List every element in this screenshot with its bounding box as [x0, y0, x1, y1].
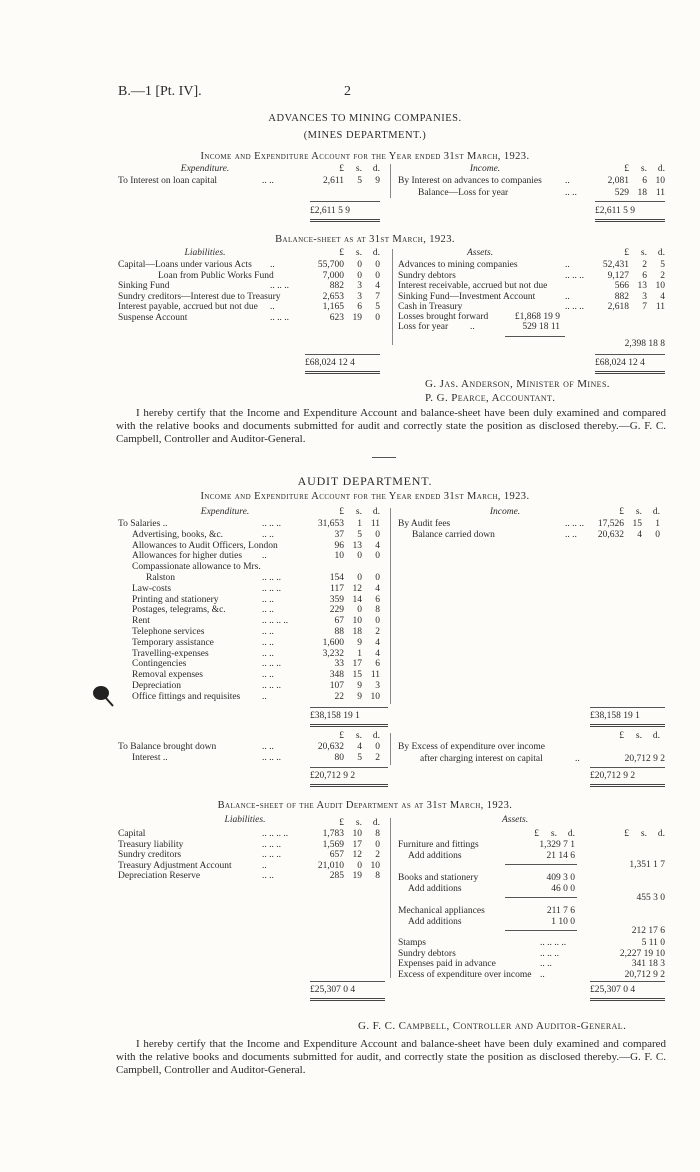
audit-exp-row-dots: .. .. ..	[262, 573, 281, 583]
audit-exp-row-dots: .. ..	[262, 627, 274, 637]
mining-liab-row-dots: .. .. ..	[270, 312, 289, 323]
audit-exp-row-shillings: 0	[357, 573, 362, 583]
audit-exp2-row-pence: 2	[375, 753, 380, 763]
mining-liab-row-label: Loan from Public Works Fund	[158, 270, 274, 281]
audit-asset-row-value: 5 11 0	[641, 938, 665, 948]
document-reference: B.—1 [Pt. IV].	[118, 84, 202, 99]
audit-liab-row-pounds: 285	[329, 871, 344, 881]
mining-liab-row-label: Sinking Fund	[118, 281, 170, 291]
audit-exp-row-label: Postages, telegrams, &c.	[132, 605, 226, 616]
audit-asset-group-add-label: Add additions	[408, 917, 462, 927]
audit-exp-row-label: Removal expenses	[132, 670, 203, 681]
audit-exp-row-shillings: 9	[357, 681, 362, 691]
audit-exp-row-shillings: 18	[352, 627, 362, 637]
audit-exp-total: £38,158 19 1	[310, 711, 360, 721]
mining-loss-year-dots: ..	[470, 322, 475, 332]
mining-asset-row-shillings: 3	[642, 291, 647, 302]
audit-liab-head: Liabilities.	[224, 815, 266, 825]
audit-asset-row-dots: .. ..	[540, 959, 552, 969]
audit-liab-row-pounds: 21,010	[317, 860, 344, 871]
audit-excess-value: 20,712 9 2	[624, 754, 665, 764]
mining-exp-pounds-head: £	[339, 164, 344, 174]
mining-losses-label: Losses brought forward	[398, 312, 489, 322]
mining-exp-row-shillings: 5	[357, 176, 362, 186]
audit-exp-row-pence: 4	[375, 648, 380, 659]
audit-inc-row-dots: .. .. ..	[565, 519, 584, 529]
mining-exp-row-pence: 9	[375, 176, 380, 186]
mining-asset-row-shillings: 2	[642, 260, 647, 270]
audit-asset-group-total: 1,351 1 7	[629, 860, 665, 870]
audit-liab-pounds-head: £	[339, 818, 344, 828]
mining-asset-row-label: Interest receivable, accrued but not due	[398, 281, 548, 291]
audit-exp-row-dots: ..	[262, 691, 267, 702]
mining-liab-row-label: Interest payable, accrued but not due	[118, 302, 258, 312]
mining-liab-row-shillings: 6	[357, 302, 362, 312]
audit-exp-row-shillings: 15	[352, 670, 362, 681]
audit-exp-row-pence: 6	[375, 659, 380, 670]
mining-liab-row-dots: ..	[270, 260, 275, 270]
audit-inc-row-pounds: 20,632	[597, 529, 624, 540]
audit-asset-row-value: 2,227 19 10	[619, 948, 665, 959]
mining-signature-minister: G. Jas. Anderson, Minister of Mines.	[425, 378, 610, 390]
audit-liab-row-label: Treasury Adjustment Account	[118, 860, 232, 871]
audit-inc2-total: £20,712 9 2	[590, 771, 636, 781]
audit-exp-row-label: Allowances to Audit Officers, London	[132, 540, 278, 551]
mining-asset-row-label: Sinking Fund—Investment Account	[398, 291, 536, 302]
audit-liab-row-label: Capital	[118, 829, 146, 839]
audit-exp-row-pence: 2	[375, 627, 380, 637]
audit-exp-row-shillings: 13	[352, 540, 362, 551]
mining-bs-title: Balance-sheet as at 31st March, 1923.	[275, 234, 455, 245]
audit-asset-row-label: Expenses paid in advance	[398, 959, 496, 969]
audit-exp-row-dots: .. ..	[262, 594, 274, 605]
audit-inc-row-shillings: 4	[637, 529, 642, 540]
mining-liab-row-dots: ..	[270, 302, 275, 312]
audit-asset-group-value: 409 3 0	[546, 873, 575, 883]
audit-exp-row-shillings: 17	[352, 659, 362, 670]
audit-asset-group-add-value: 46 0 0	[551, 884, 575, 894]
mining-loss-year-value: 529 18 11	[522, 322, 560, 332]
audit-exp-row-pence: 3	[375, 681, 380, 691]
audit-exp2-pence-head: d.	[372, 731, 380, 741]
mining-subtitle: (MINES DEPARTMENT.)	[303, 130, 427, 141]
mining-asset-row-pence: 2	[660, 270, 665, 281]
audit-inc-pounds-head: £	[619, 507, 624, 517]
audit-liab-row-shillings: 0	[357, 860, 362, 871]
mining-asset-pounds-head: £	[624, 248, 629, 258]
mining-asset-row-label: Cash in Treasury	[398, 302, 463, 312]
audit-exp2-row-dots: .. .. ..	[262, 753, 281, 763]
mining-inc-pounds-head: £	[624, 164, 629, 174]
audit-exp-row-shillings: 9	[357, 691, 362, 702]
audit-asset-group-label: Furniture and fittings	[398, 840, 479, 850]
mining-liab-row-label: Capital—Loans under various Acts	[118, 260, 252, 270]
audit-inc-pence-head: d.	[652, 507, 660, 517]
audit-exp-row-dots: .. ..	[262, 637, 274, 648]
mining-liab-row-pence: 0	[375, 270, 380, 281]
mining-liab-row-dots: .. .. ..	[270, 281, 289, 291]
audit-exp2-pounds-head: £	[339, 731, 344, 741]
mining-asset-row-dots: .. .. ..	[565, 270, 584, 281]
mining-signature-accountant: P. G. Pearce, Accountant.	[425, 392, 556, 404]
mining-asset-row-pence: 11	[655, 302, 665, 312]
audit-exp-row-dots: .. .. ..	[262, 583, 281, 594]
mining-liab-row-pence: 7	[375, 291, 380, 302]
audit-exp-row-shillings: 0	[357, 605, 362, 616]
audit-liab-row-dots: .. ..	[262, 871, 274, 881]
audit-liab-row-dots: .. .. ..	[262, 839, 281, 850]
audit-liab-row-pence: 2	[375, 850, 380, 860]
mining-loss-total: 2,398 18 8	[624, 339, 665, 349]
audit-exp2-row-label: Interest ..	[132, 753, 168, 763]
mining-liab-row-shillings: 3	[357, 291, 362, 302]
pointing-hand-mark	[90, 683, 116, 709]
audit-exp2-row-shillings: 5	[357, 753, 362, 763]
audit-asset-row-label: Excess of expenditure over income	[398, 969, 532, 980]
mining-inc-row-label: By Interest on advances to companies	[398, 176, 542, 186]
mining-asset-row-label: Sundry debtors	[398, 270, 456, 281]
audit-asset-group-total: 212 17 6	[631, 926, 665, 936]
audit-asset-group-value: 1,329 7 1	[539, 840, 575, 850]
audit-asset-group-label: Mechanical appliances	[398, 906, 485, 916]
audit-exp-row-pence: 0	[375, 573, 380, 583]
audit-exp-row-pence: 0	[375, 529, 380, 540]
audit-inc-row-dots: .. ..	[565, 529, 577, 540]
mining-losses-value: £1,868 19 9	[514, 312, 560, 322]
audit-exp-row-shillings: 1	[357, 519, 362, 529]
mining-liab-row-pounds: 1,165	[322, 302, 344, 312]
audit-asset-group-label: Books and stationery	[398, 873, 479, 883]
mining-inc-row-dots: ..	[565, 176, 570, 186]
mining-liab-row-shillings: 0	[357, 260, 362, 270]
audit-exp-row-pounds: 96	[334, 540, 344, 551]
audit-exp-row-shillings: 14	[352, 594, 362, 605]
mining-asset-row-pounds: 2,618	[607, 302, 629, 312]
mining-asset-row-label: Advances to mining companies	[398, 260, 518, 270]
audit-exp2-row-pounds: 80	[334, 753, 344, 763]
mining-inc-row-pence: 10	[655, 176, 665, 186]
mining-liab-total: £68,024 12 4	[305, 358, 355, 368]
mining-inc-row-pounds: 2,081	[607, 176, 629, 186]
page-number: 2	[344, 84, 351, 99]
audit-exp-row-pounds: 1,600	[322, 637, 344, 648]
audit-inc-row-label: Balance carried down	[412, 529, 495, 540]
audit-exp-row-dots: .. ..	[262, 648, 274, 659]
mining-liab-row-pence: 5	[375, 302, 380, 312]
audit-exp-head: Expenditure.	[200, 507, 250, 517]
audit-exp-row-pounds: 117	[330, 583, 344, 594]
audit-excess-line1: By Excess of expenditure over income	[398, 742, 545, 752]
mining-liab-row-label: Sundry creditors—Interest due to Treasury	[118, 291, 281, 302]
audit-asset-row-dots: .. .. ..	[540, 948, 559, 959]
mining-asset-row-pounds: 52,431	[602, 260, 629, 270]
audit-exp-row-pounds: 154	[329, 573, 344, 583]
mining-asset-row-shillings: 7	[642, 302, 647, 312]
audit-liab-row-shillings: 19	[352, 871, 362, 881]
mining-liab-head: Liabilities.	[184, 248, 226, 258]
mining-title: ADVANCES TO MINING COMPANIES.	[268, 113, 462, 124]
audit-inc-row-pence: 1	[655, 519, 660, 529]
mining-assets-head: Assets.	[466, 248, 494, 258]
audit-liab-total: £25,307 0 4	[310, 985, 356, 995]
audit-exp-row-label: Office fittings and requisites	[132, 691, 241, 702]
audit-exp-row-pounds: 33	[334, 659, 344, 670]
audit-exp-row-pence: 10	[370, 691, 380, 702]
mining-liab-pounds-head: £	[339, 248, 344, 258]
audit-signature: G. F. C. Campbell, Controller and Auditor-General.	[358, 1020, 627, 1032]
audit-asset-group-total: 455 3 0	[636, 893, 665, 903]
mining-exp-total: £2,611 5 9	[310, 206, 351, 216]
audit-exp-row-pence: 4	[375, 583, 380, 594]
audit-asset-row-label: Stamps	[398, 938, 426, 948]
audit-liab-row-dots: ..	[262, 860, 267, 871]
mining-inc-row-pounds: 529	[614, 188, 629, 198]
audit-asset-inner-pence-head: d.	[567, 829, 575, 839]
mining-inc-row-dots: .. ..	[565, 188, 577, 198]
audit-liab-row-dots: .. .. ..	[262, 850, 281, 860]
audit-exp-row-shillings: 0	[357, 551, 362, 562]
audit-exp-row-pounds: 348	[329, 670, 344, 681]
mining-inc-row-pence: 11	[655, 188, 665, 198]
audit-inc-shillings-head: s.	[635, 507, 642, 517]
audit-exp-row-label: Advertising, books, &c.	[132, 529, 224, 540]
mining-asset-shillings-head: s.	[640, 248, 647, 258]
audit-asset-inner-shillings-head: s.	[550, 829, 557, 839]
audit-asset-row-value: 20,712 9 2	[624, 969, 665, 980]
audit-certificate: I hereby certify that the Income and Expenditure Account and balance-sheet have been duly examined and compared with the relative books and documents submitted for audit, and correctly state the position as disclosed thereby.—G. F. C. Campbell, Controller and Auditor-General.	[116, 1038, 666, 1076]
audit-exp-row-pence: 4	[375, 540, 380, 551]
mining-liab-row-pence: 0	[375, 260, 380, 270]
audit-exp-row-pence: 0	[375, 551, 380, 562]
audit-asset-group-add-label: Add additions	[408, 884, 462, 894]
audit-exp2-total: £20,712 9 2	[310, 771, 356, 781]
audit-exp2-row-pounds: 20,632	[317, 742, 344, 752]
audit-exp-row-shillings: 10	[352, 616, 362, 627]
audit-excess-dots: ..	[575, 754, 580, 764]
audit-asset-row-label: Sundry debtors	[398, 948, 456, 959]
audit-exp-row-label: Allowances for higher duties	[132, 551, 243, 562]
audit-exp-row-pence: 4	[375, 637, 380, 648]
audit-liab-row-pounds: 1,569	[322, 839, 344, 850]
audit-ie-title: Income and Expenditure Account for the Year ended 31st March, 1923.	[200, 491, 530, 502]
mining-liab-row-pence: 0	[375, 312, 380, 323]
audit-exp-pence-head: d.	[372, 507, 380, 517]
audit-exp-row-shillings: 5	[357, 529, 362, 540]
audit-exp-row-label: Contingencies	[132, 659, 187, 670]
audit-exp-row-label: Printing and stationery	[132, 594, 219, 605]
audit-exp-row-pounds: 88	[334, 627, 344, 637]
audit-asset-inner-pounds-head: £	[534, 829, 539, 839]
mining-inc-head: Income.	[469, 164, 501, 174]
mining-liab-row-shillings: 3	[357, 281, 362, 291]
audit-exp-row-pounds: 107	[329, 681, 344, 691]
mining-liab-row-label: Suspense Account	[118, 312, 188, 323]
mining-ie-title: Income and Expenditure Account for the Year ended 31st March, 1923.	[200, 151, 530, 162]
audit-exp-row-label: Rent	[132, 616, 150, 627]
audit-exp-row-label: Telephone services	[132, 627, 205, 637]
mining-liab-row-pounds: 7,000	[322, 270, 344, 281]
mining-asset-row-shillings: 6	[642, 270, 647, 281]
audit-inc-row-label: By Audit fees	[398, 519, 451, 529]
audit-exp2-row-shillings: 4	[357, 742, 362, 752]
audit-asset-row-value: 341 18 3	[631, 959, 665, 969]
audit-liab-row-pence: 10	[370, 860, 380, 871]
mining-exp-pence-head: d.	[372, 164, 380, 174]
mining-asset-row-shillings: 13	[637, 281, 647, 291]
mining-liab-row-pounds: 882	[329, 281, 344, 291]
audit-excess-line2: after charging interest on capital	[420, 754, 543, 764]
audit-exp-row-label: Law-costs	[132, 583, 172, 594]
mining-exp-row-dots: .. ..	[262, 176, 274, 186]
mining-exp-head: Expenditure.	[180, 164, 230, 174]
audit-liab-row-shillings: 10	[352, 829, 362, 839]
mining-asset-row-pounds: 9,127	[607, 270, 629, 281]
audit-exp-row-dots: .. .. ..	[262, 519, 281, 529]
audit-inc-total: £38,158 19 1	[590, 711, 640, 721]
audit-inc2-pence-head: d.	[652, 731, 660, 741]
audit-exp-row-label: Depreciation	[132, 681, 182, 691]
audit-exp-row-label: Ralston	[146, 573, 176, 583]
mining-inc-total: £2,611 5 9	[595, 206, 636, 216]
audit-inc-row-shillings: 15	[632, 519, 642, 529]
mining-inc-row-label: Balance—Loss for year	[418, 188, 509, 198]
mining-asset-total: £68,024 12 4	[595, 358, 645, 368]
audit-exp-row-shillings: 9	[357, 637, 362, 648]
mining-liab-shillings-head: s.	[355, 248, 362, 258]
audit-liab-row-shillings: 12	[352, 850, 362, 860]
mining-asset-pence-head: d.	[657, 248, 665, 258]
mining-asset-row-pounds: 566	[614, 281, 629, 291]
mining-asset-row-pounds: 882	[614, 291, 629, 302]
mining-asset-row-dots: .. .. ..	[565, 302, 584, 312]
mining-inc-row-shillings: 6	[642, 176, 647, 186]
audit-exp-row-shillings: 12	[352, 583, 362, 594]
audit-liab-row-pounds: 1,783	[322, 829, 344, 839]
audit-asset-pence-head: d.	[657, 829, 665, 839]
mining-asset-row-dots: ..	[565, 291, 570, 302]
audit-inc-row-pence: 0	[655, 529, 660, 540]
mining-liab-row-shillings: 0	[357, 270, 362, 281]
audit-exp-row-dots: .. ..	[262, 529, 274, 540]
audit-exp-row-pounds: 229	[329, 605, 344, 616]
audit-liab-row-label: Depreciation Reserve	[118, 871, 201, 881]
audit-exp-row-pounds: 3,232	[322, 648, 344, 659]
mining-asset-row-dots: ..	[565, 260, 570, 270]
audit-asset-group-add-label: Add additions	[408, 851, 462, 861]
audit-exp-row-label: Temporary assistance	[132, 637, 214, 648]
audit-exp2-shillings-head: s.	[355, 731, 362, 741]
mining-inc-shillings-head: s.	[640, 164, 647, 174]
audit-assets-head: Assets.	[501, 815, 529, 825]
audit-exp-row-dots: .. .. .. ..	[262, 616, 289, 627]
mining-liab-pence-head: d.	[372, 248, 380, 258]
audit-exp-row-dots: .. .. ..	[262, 681, 281, 691]
audit-asset-group-add-value: 21 14 6	[546, 851, 575, 861]
mining-asset-row-pence: 10	[655, 281, 665, 291]
audit-liab-row-label: Treasury liability	[118, 839, 184, 850]
audit-exp-row-pounds: 31,653	[317, 519, 344, 529]
audit-exp2-row-dots: .. ..	[262, 742, 274, 752]
mining-exp-row-label: To Interest on loan capital	[118, 176, 218, 186]
audit-liab-row-pence: 0	[375, 839, 380, 850]
mining-inc-pence-head: d.	[657, 164, 665, 174]
audit-inc-row-pounds: 17,526	[597, 519, 624, 529]
audit-liab-row-pence: 8	[375, 829, 380, 839]
audit-exp-row-pence: 0	[375, 616, 380, 627]
audit-exp-row-pounds: 10	[334, 551, 344, 562]
audit-liab-shillings-head: s.	[355, 818, 362, 828]
mining-liab-row-pounds: 55,700	[317, 260, 344, 270]
audit-inc2-pounds-head: £	[619, 731, 624, 741]
audit-liab-row-dots: .. .. .. ..	[262, 829, 289, 839]
audit-exp-row-label: Travelling-expenses	[132, 648, 209, 659]
mining-exp-shillings-head: s.	[355, 164, 362, 174]
audit-liab-row-pounds: 657	[329, 850, 344, 860]
audit-exp-row-dots: .. .. ..	[262, 659, 281, 670]
mining-inc-row-shillings: 18	[637, 188, 647, 198]
audit-liab-row-shillings: 17	[352, 839, 362, 850]
audit-title: AUDIT DEPARTMENT.	[297, 474, 433, 488]
mining-loss-year-label: Loss for year	[398, 322, 449, 332]
audit-exp-row-pounds: 67	[334, 616, 344, 627]
audit-liab-pence-head: d.	[372, 818, 380, 828]
mining-liab-row-shillings: 19	[352, 312, 362, 323]
mining-liab-row-pounds: 2,653	[322, 291, 344, 302]
audit-asset-pounds-head: £	[624, 829, 629, 839]
audit-exp-row-dots: .. ..	[262, 670, 274, 681]
audit-exp2-row-label: To Balance brought down	[118, 742, 217, 752]
mining-asset-row-pence: 5	[660, 260, 665, 270]
audit-asset-shillings-head: s.	[640, 829, 647, 839]
audit-exp-row-dots: ..	[262, 551, 267, 562]
audit-inc-head: Income.	[489, 507, 521, 517]
mining-liab-row-pence: 4	[375, 281, 380, 291]
mining-liab-row-pounds: 623	[329, 312, 344, 323]
mining-exp-row-pounds: 2,611	[322, 176, 344, 186]
audit-liab-row-pence: 8	[375, 871, 380, 881]
audit-exp-shillings-head: s.	[355, 507, 362, 517]
audit-inc2-shillings-head: s.	[635, 731, 642, 741]
audit-exp-row-label: Compassionate allowance to Mrs.	[132, 562, 261, 573]
audit-exp-row-pounds: 359	[329, 594, 344, 605]
audit-exp-row-pence: 11	[370, 670, 380, 681]
audit-exp-row-label: To Salaries ..	[118, 519, 168, 529]
audit-asset-group-value: 211 7 6	[546, 906, 575, 916]
audit-exp-row-pence: 6	[375, 594, 380, 605]
audit-bs-title: Balance-sheet of the Audit Department as at 31st March, 1923.	[217, 800, 513, 811]
audit-exp-pounds-head: £	[339, 507, 344, 517]
audit-exp-row-pence: 11	[370, 519, 380, 529]
audit-asset-row-dots: ..	[540, 969, 545, 980]
mining-asset-row-pence: 4	[660, 291, 665, 302]
audit-exp-row-shillings: 1	[357, 648, 362, 659]
audit-asset-total: £25,307 0 4	[590, 985, 636, 995]
audit-liab-row-label: Sundry creditors	[118, 850, 182, 860]
audit-exp-row-pence: 8	[375, 605, 380, 616]
audit-exp2-row-pence: 0	[375, 742, 380, 752]
audit-exp-row-pounds: 37	[334, 529, 344, 540]
audit-asset-row-dots: .. .. .. ..	[540, 938, 567, 948]
audit-exp-row-dots: .. ..	[262, 605, 274, 616]
audit-asset-group-add-value: 1 10 0	[551, 917, 575, 927]
audit-exp-row-pounds: 22	[334, 691, 344, 702]
mining-certificate: I hereby certify that the Income and Expenditure Account and balance-sheet have been duly examined and compared with the relative books and documents submitted for audit and correctly state the position as disclosed thereby.—G. F. C. Campbell, Controller and Auditor-General.	[116, 407, 666, 445]
